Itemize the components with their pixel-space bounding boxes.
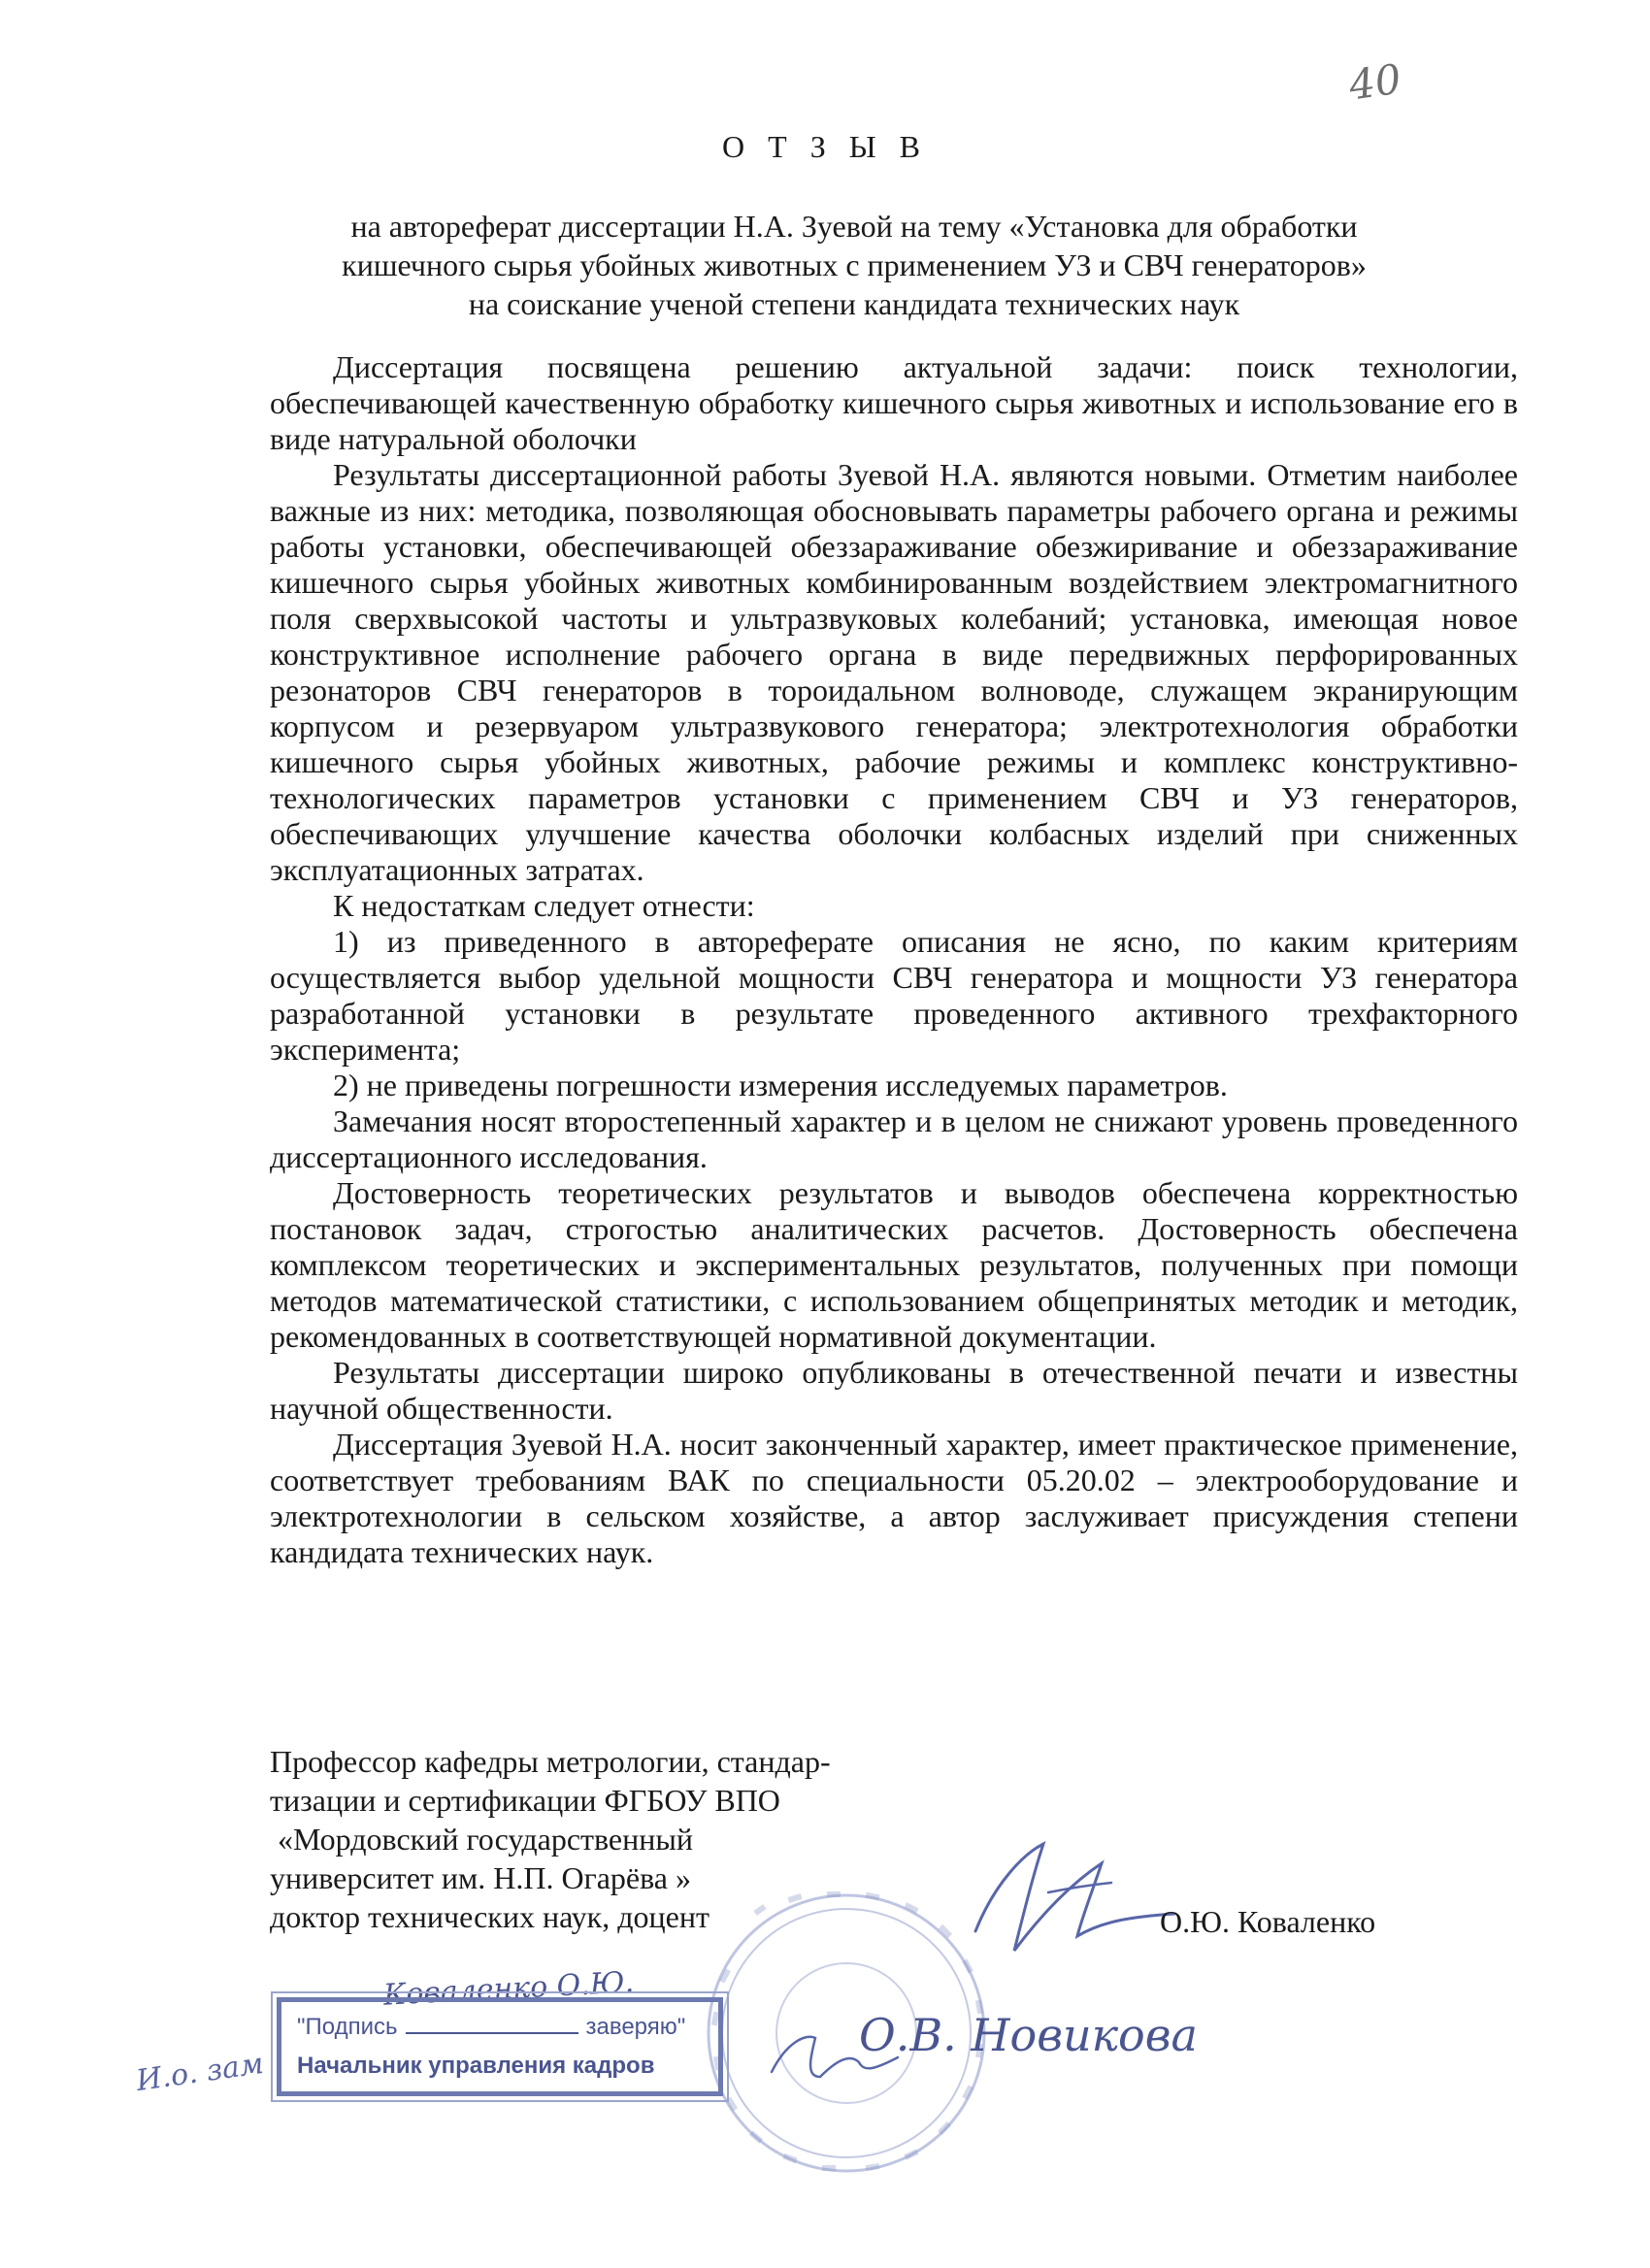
subtitle-line: на соискание ученой степени кандидата технических наук bbox=[468, 286, 1240, 321]
subtitle-line: кишечного сырья убойных животных с применением УЗ и СВЧ генераторов» bbox=[342, 247, 1367, 282]
subtitle-line: на автореферат диссертации Н.А. Зуевой на тему «Установка для обработки bbox=[350, 209, 1358, 244]
review-body bbox=[270, 349, 1518, 1570]
margin-note: И.о. зам bbox=[134, 2046, 266, 2099]
signature-line: университет им. Н.П. Огарёва » bbox=[270, 1860, 691, 1895]
document-subtitle bbox=[243, 207, 1466, 323]
page-number-mark: 40 bbox=[1345, 54, 1404, 110]
stamp-label-right: заверяю" bbox=[585, 2014, 686, 2040]
paragraph-results: Результаты диссертационной работы Зуевой Н.А. являются новыми. Отметим наиболее важные из них: методика, позволяющая обосновывать параметры рабочего органа и режимы работы установки, обеспечивающей обеззараживание обезжиривание и обеззараживание кишечного сырья убойных животных комбинированным воздействием электромагнитного поля сверхвысокой частоты и ультразвуковых колебаний; установка, имеющая новое конструктивное исполнение рабочего органа в виде передвижных перфорированных резонаторов СВЧ генераторов в тороидальном волноводе, служащем экранирующим корпусом и резервуаром ультразвукового генератора; электротехнология обработки кишечного сырья убойных животных, рабочие режимы и комплекс конструктивно-технологических параметров установки с применением СВЧ и УЗ генераторов, обеспечивающих улучшение качества оболочки колбасных изделий при сниженных эксплуатационных затратах. bbox=[270, 457, 1518, 887]
paragraph-shortcoming-2: 2) не приведены погрешности измерения исследуемых параметров. bbox=[333, 1068, 1228, 1102]
paragraph-conclusion: Диссертация Зуевой Н.А. носит законченный характер, имеет практическое применение, соответствует требованиям ВАК по специальности 05.20.02 – электрооборудование и электротехнологии в сельском хозяйстве, а автор заслуживает присуждения степени кандидата технических наук. bbox=[270, 1427, 1518, 1569]
document-title: О Т З Ы В bbox=[722, 129, 928, 164]
stamp-label-bottom: Начальник управления кадров bbox=[297, 2053, 655, 2079]
stamp-label-left: "Подпись bbox=[297, 2014, 398, 2040]
certifier-handwriting: О.В. Новикова bbox=[859, 2009, 1198, 2061]
paragraph-shortcomings-heading: К недостаткам следует отнести: bbox=[333, 888, 755, 923]
paragraph-remarks: Замечания носят второстепенный характер и в целом не снижают уровень проведенного диссертационного исследования. bbox=[270, 1103, 1518, 1174]
paragraph-publications: Результаты диссертации широко опубликованы в отечественной печати и известны научной общественности. bbox=[270, 1355, 1518, 1426]
paragraph-relevance: Диссертация посвящена решению актуальной задачи: поиск технологии, обеспечивающей качественную обработку кишечного сырья животных и использование его в виде натуральной оболочки bbox=[270, 349, 1518, 456]
signature-line: доктор технических наук, доцент bbox=[270, 1899, 710, 1934]
paragraph-reliability: Достоверность теоретических результатов и выводов обеспечена корректностью постановок задач, строгостью аналитических расчетов. Достоверность обеспечена комплексом теоретических и экспериментальных результатов, полученных при помощи методов математической статистики, с использованием общепринятых методик и методик, рекомендованных в соответствующей нормативной документации. bbox=[270, 1175, 1518, 1354]
paragraph-shortcoming-1: 1) из приведенного в автореферате описания не ясно, по каким критериям осуществляется выбор удельной мощности СВЧ генератора и мощности УЗ генератора разработанной установки в результате проведенного активного трехфакторного эксперимента; bbox=[270, 924, 1518, 1067]
signature-line: Профессор кафедры метрологии, стандар- bbox=[270, 1744, 831, 1779]
signer-name: О.Ю. Коваленко bbox=[1160, 1904, 1376, 1939]
stamp-signature-line bbox=[297, 2014, 685, 2041]
signature-line: тизации и сертификации ФГБОУ ВПО bbox=[270, 1783, 780, 1818]
certification-stamp bbox=[277, 1997, 723, 2096]
stamp-handwritten-name: Коваленко О.Ю. bbox=[382, 1965, 635, 2013]
author-signature bbox=[956, 1824, 1189, 1970]
signature-line: «Мордовский государственный bbox=[278, 1822, 693, 1857]
